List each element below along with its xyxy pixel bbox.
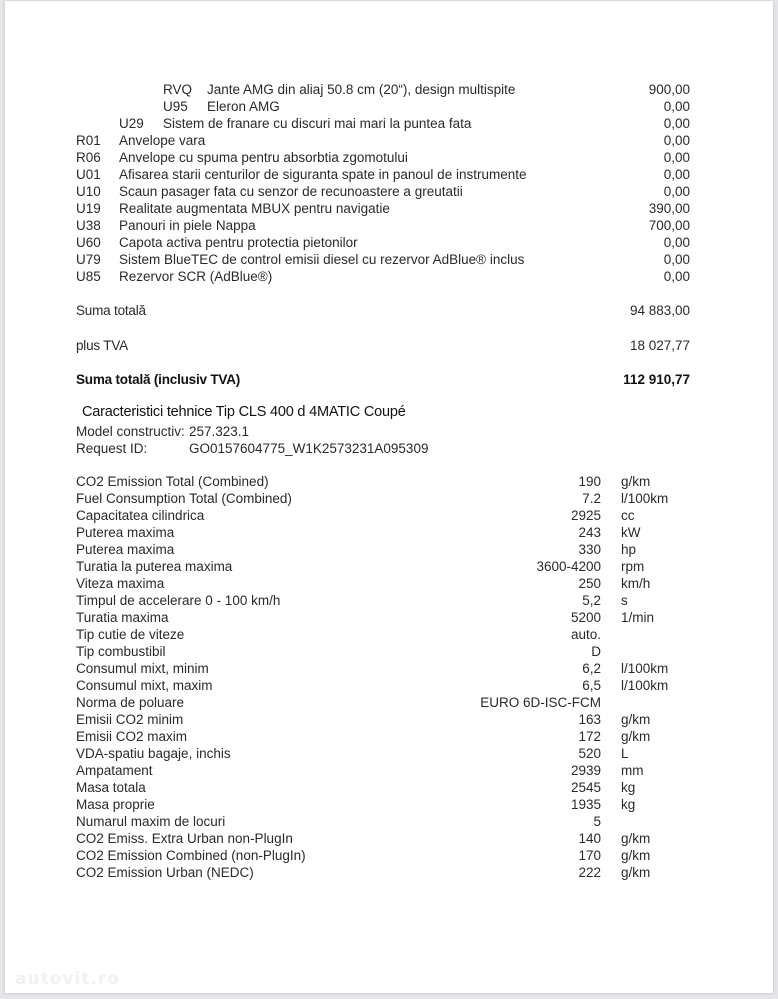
spec-unit: km/h (621, 576, 651, 591)
spec-label: Puterea maxima (76, 525, 175, 540)
spec-label: Capacitatea cilindrica (76, 508, 205, 523)
option-price: 390,00 (648, 201, 690, 216)
option-price: 0,00 (663, 116, 690, 131)
spec-unit: g/km (621, 712, 651, 727)
option-description: Rezervor SCR (AdBlue®) (119, 269, 273, 284)
spec-value: 243 (578, 525, 601, 540)
spec-value: 140 (578, 831, 601, 846)
option-description: Jante AMG din aliaj 50.8 cm (20“), design multispite (207, 82, 516, 97)
vat-value: 18 027,77 (629, 338, 690, 353)
spec-label: Fuel Consumption Total (Combined) (76, 491, 292, 506)
option-code: U95 (163, 99, 188, 114)
spec-value: 5 (593, 814, 601, 829)
option-price: 0,00 (663, 167, 690, 182)
option-description: Scaun pasager fata cu senzor de recunoastere a greutatii (119, 184, 463, 199)
option-price: 0,00 (663, 235, 690, 250)
spec-unit: 1/min (621, 610, 655, 625)
spec-value: 6,5 (582, 678, 601, 693)
option-description: Capota activa pentru protectia pietonilor (119, 235, 358, 250)
spec-value: 250 (578, 576, 601, 591)
spec-unit: l/100km (621, 491, 669, 506)
spec-label: Masa proprie (76, 797, 155, 812)
option-price: 900,00 (648, 82, 690, 97)
model-value: 257.323.1 (189, 424, 250, 439)
spec-label: Viteza maxima (76, 576, 165, 591)
subtotal-label: Suma totală (76, 303, 146, 318)
spec-unit: L (621, 746, 629, 761)
spec-unit: g/km (621, 848, 651, 863)
total-incl-vat-label: Suma totală (inclusiv TVA) (76, 372, 241, 387)
option-description: Sistem BlueTEC de control emisii diesel cu rezervor AdBlue® inclus (119, 252, 525, 267)
option-code: U38 (76, 218, 101, 233)
spec-unit: l/100km (621, 661, 669, 676)
model-label: Model constructiv: (76, 424, 185, 439)
vat-label: plus TVA (76, 338, 128, 353)
option-price: 0,00 (663, 252, 690, 267)
spec-unit: g/km (621, 729, 651, 744)
option-code: U10 (76, 184, 101, 199)
spec-unit: cc (621, 508, 635, 523)
option-code: R06 (76, 150, 101, 165)
option-description: Realitate augmentata MBUX pentru navigatie (119, 201, 390, 216)
request-id-label: Request ID: (76, 441, 148, 456)
spec-label: Masa totala (76, 780, 146, 795)
option-description: Afisarea starii centurilor de siguranta spate in panoul de instrumente (119, 167, 527, 182)
spec-value: 3600-4200 (536, 559, 601, 574)
spec-value: 5,2 (582, 593, 601, 608)
spec-value: 6,2 (582, 661, 601, 676)
spec-label: Tip combustibil (76, 644, 166, 659)
spec-label: VDA-spatiu bagaje, inchis (76, 746, 231, 761)
spec-unit: mm (621, 763, 644, 778)
spec-label: CO2 Emission Total (Combined) (76, 474, 269, 489)
spec-unit: g/km (621, 831, 651, 846)
spec-unit: hp (621, 542, 637, 557)
tech-section-title: Caracteristici tehnice Tip CLS 400 d 4MATIC Coupé (82, 404, 406, 420)
spec-unit: g/km (621, 474, 651, 489)
option-description: Sistem de franare cu discuri mai mari la puntea fata (163, 116, 472, 131)
spec-label: Turatia la puterea maxima (76, 559, 233, 574)
spec-value: 2939 (570, 763, 601, 778)
spec-unit: s (621, 593, 628, 608)
spec-label: Ampatament (76, 763, 153, 778)
spec-value: 2545 (570, 780, 601, 795)
option-code: R01 (76, 133, 101, 148)
document-page (5, 1, 773, 993)
spec-unit: g/km (621, 865, 651, 880)
spec-unit: rpm (621, 559, 645, 574)
option-code: U19 (76, 201, 101, 216)
option-code: RVQ (163, 82, 193, 97)
spec-label: Puterea maxima (76, 542, 175, 557)
spec-value: 172 (578, 729, 601, 744)
subtotal-value: 94 883,00 (629, 303, 690, 318)
option-price: 0,00 (663, 269, 690, 284)
spec-value: 170 (578, 848, 601, 863)
spec-value: 5200 (570, 610, 601, 625)
spec-label: Numarul maxim de locuri (76, 814, 226, 829)
spec-label: Consumul mixt, maxim (76, 678, 213, 693)
option-description: Anvelope cu spuma pentru absorbtia zgomotului (119, 150, 408, 165)
spec-unit: kg (621, 780, 636, 795)
spec-unit: kW (621, 525, 641, 540)
request-id-value: GO0157604775_W1K2573231A095309 (189, 441, 429, 456)
spec-label: Turatia maxima (76, 610, 169, 625)
spec-value: 222 (578, 865, 601, 880)
spec-label: CO2 Emission Urban (NEDC) (76, 865, 254, 880)
option-code: U85 (76, 269, 101, 284)
spec-label: Tip cutie de viteze (76, 627, 185, 642)
spec-value: 190 (578, 474, 601, 489)
spec-value: 163 (578, 712, 601, 727)
option-price: 0,00 (663, 150, 690, 165)
spec-label: CO2 Emiss. Extra Urban non-PlugIn (76, 831, 293, 846)
total-incl-vat-value: 112 910,77 (623, 372, 690, 387)
spec-label: Emisii CO2 minim (76, 712, 184, 727)
spec-label: Timpul de accelerare 0 - 100 km/h (76, 593, 281, 608)
option-description: Eleron AMG (207, 99, 280, 114)
spec-value: D (591, 644, 601, 659)
spec-label: Norma de poluare (76, 695, 185, 710)
spec-unit: kg (621, 797, 636, 812)
spec-value: 520 (578, 746, 601, 761)
option-code: U60 (76, 235, 101, 250)
spec-label: Consumul mixt, minim (76, 661, 209, 676)
option-price: 0,00 (663, 184, 690, 199)
watermark-logo: autovit.ro (15, 969, 120, 989)
spec-value: auto. (570, 627, 601, 642)
spec-label: Emisii CO2 maxim (76, 729, 188, 744)
spec-value: 1935 (570, 797, 601, 812)
option-code: U01 (76, 167, 101, 182)
option-price: 700,00 (648, 218, 690, 233)
option-code: U79 (76, 252, 101, 267)
spec-value: 2925 (570, 508, 601, 523)
option-price: 0,00 (663, 133, 690, 148)
spec-label: CO2 Emission Combined (non-PlugIn) (76, 848, 306, 863)
spec-unit: l/100km (621, 678, 669, 693)
option-price: 0,00 (663, 99, 690, 114)
spec-value: 330 (578, 542, 601, 557)
option-description: Panouri in piele Nappa (119, 218, 256, 233)
option-code: U29 (119, 116, 144, 131)
spec-value: EURO 6D-ISC-FCM (480, 695, 601, 710)
option-description: Anvelope vara (119, 133, 206, 148)
spec-value: 7.2 (582, 491, 601, 506)
